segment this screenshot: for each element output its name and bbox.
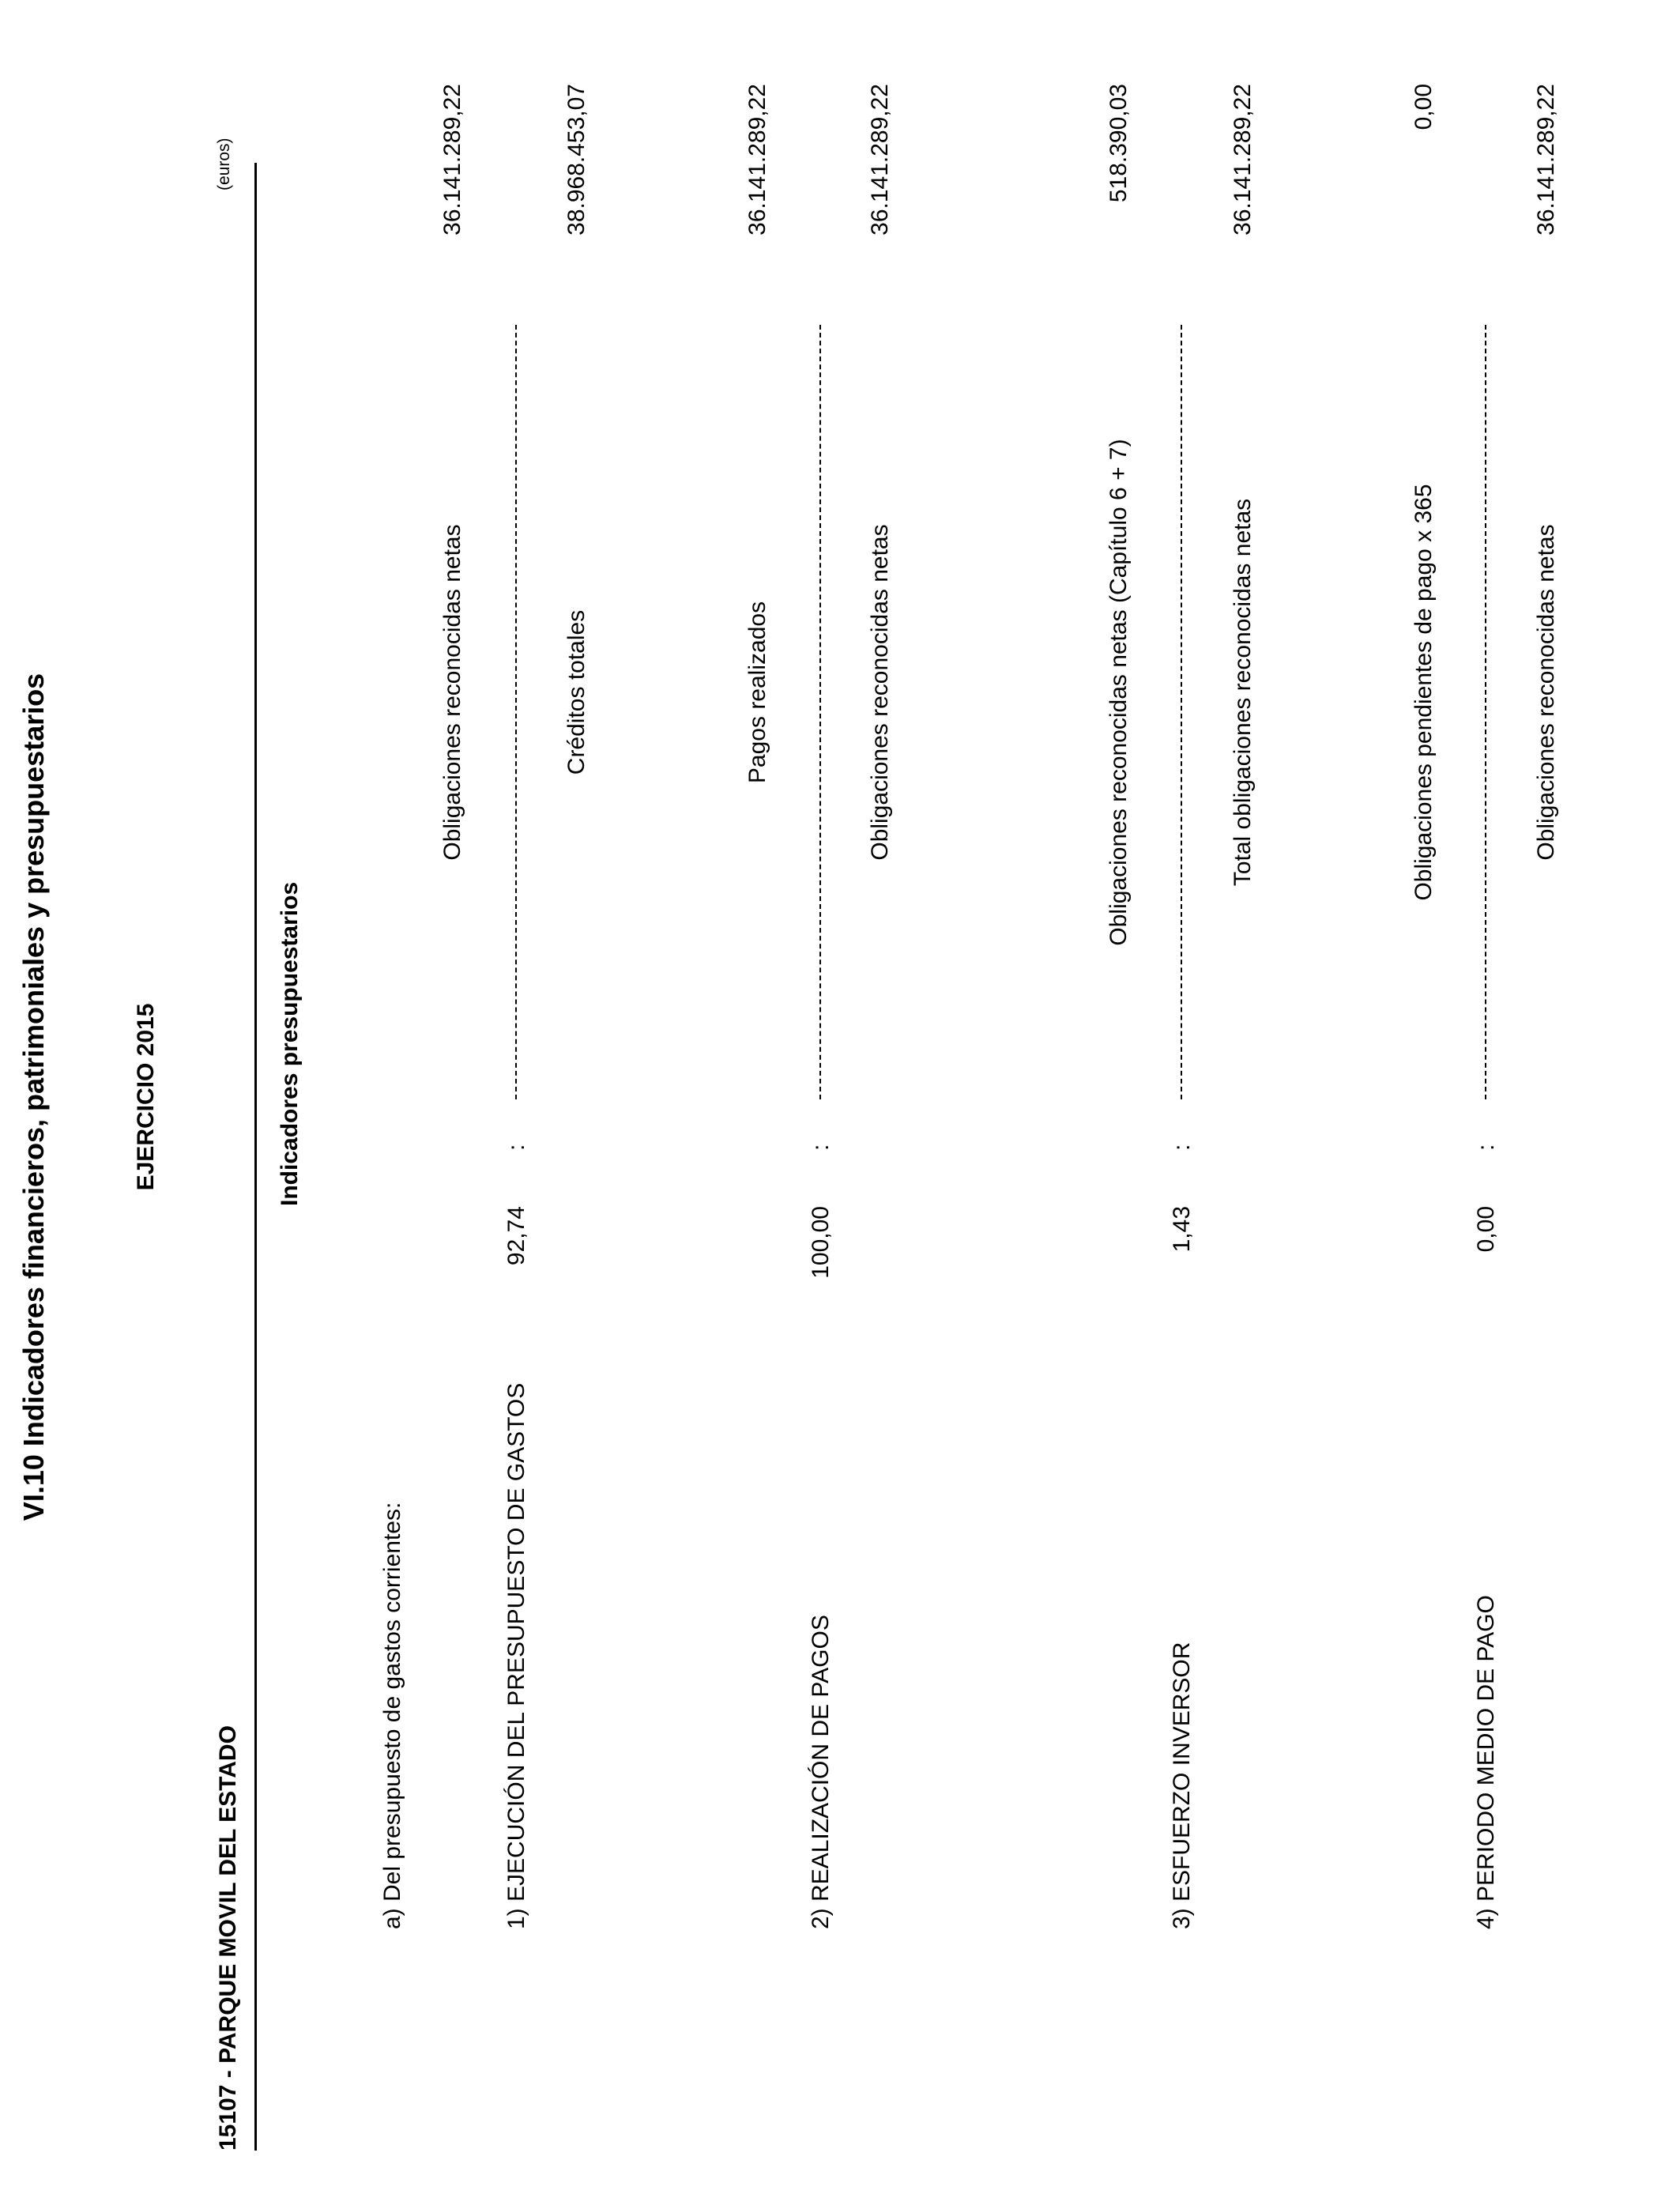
numerator-value: 36.141.289,22 (439, 84, 465, 236)
indicator-name: 4) PERIODO MEDIO DE PAGO (1473, 1595, 1499, 1929)
numerator-value: 36.141.289,22 (744, 84, 770, 236)
numerator-label: Obligaciones pendientes de pago x 365 (1411, 484, 1437, 901)
main-title: VI.10 Indicadores financieros, patrimoniales y presupuestarios (17, 673, 50, 1521)
section-subtitle: a) Del presupuesto de gastos corrientes: (379, 1502, 405, 1929)
indicator-value: 92,74 (503, 1206, 529, 1266)
denominator-label: Obligaciones reconocidas netas (1533, 524, 1559, 861)
numerator-label: Obligaciones reconocidas netas (439, 524, 465, 861)
fraction-line (1181, 325, 1182, 1099)
entity-title: 15107 - PARQUE MOVIL DEL ESTADO (215, 1725, 241, 2151)
denominator-label: Total obligaciones reconocidas netas (1230, 498, 1256, 887)
indicator-name: 1) EJECUCIÓN DEL PRESUPUESTO DE GASTOS (503, 1382, 529, 1929)
indicator-value: 100,00 (808, 1206, 834, 1279)
indicator-colon: : (1473, 1144, 1499, 1151)
indicator-colon: : (808, 1144, 834, 1151)
denominator-value: 38.968.453,07 (563, 84, 590, 236)
denominator-value: 36.141.289,22 (1533, 84, 1559, 236)
denominator-value: 36.141.289,22 (1230, 84, 1256, 236)
units-label: (euros) (215, 138, 233, 190)
indicator-value: 1,43 (1169, 1206, 1195, 1253)
section-title: Indicadores presupuestarios (277, 881, 303, 1206)
fraction-line (819, 325, 821, 1099)
fraction-line (1485, 325, 1486, 1099)
indicator-name: 2) REALIZACIÓN DE PAGOS (808, 1615, 834, 1929)
numerator-label: Pagos realizados (744, 601, 770, 784)
indicator-colon: : (1169, 1144, 1195, 1151)
fraction-line (515, 325, 517, 1099)
header-rule (254, 163, 257, 2151)
numerator-value: 518.390,03 (1106, 84, 1132, 203)
ejercicio-title: EJERCICIO 2015 (133, 1003, 159, 1191)
denominator-value: 36.141.289,22 (867, 84, 893, 236)
numerator-label: Obligaciones reconocidas netas (Capítulo 6 + 7) (1106, 439, 1132, 946)
denominator-label: Obligaciones reconocidas netas (867, 524, 893, 861)
numerator-value: 0,00 (1411, 84, 1437, 130)
indicator-colon: : (503, 1144, 529, 1151)
indicator-name: 3) ESFUERZO INVERSOR (1169, 1642, 1195, 1929)
denominator-label: Créditos totales (563, 609, 590, 775)
indicator-value: 0,00 (1473, 1206, 1499, 1253)
